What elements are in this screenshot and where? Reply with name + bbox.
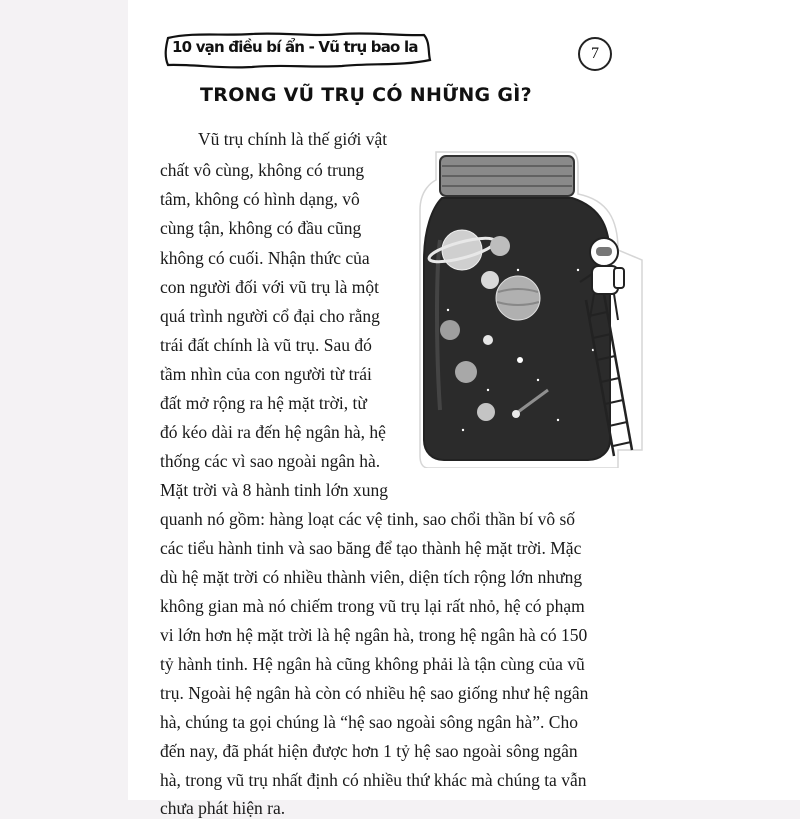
paragraph-line: trái đất chính là vũ trụ. Sau đó — [160, 335, 372, 355]
paragraph-line: tỷ hành tinh. Hệ ngân hà cũng không phải là tận cùng của vũ — [160, 654, 585, 674]
space-jar-illustration — [418, 150, 644, 468]
paragraph-line: hà, chúng ta gọi chúng là “hệ sao ngoài sông ngân hà”. Cho — [160, 712, 578, 732]
paragraph-line: Mặt trời và 8 hành tinh lớn xung — [160, 480, 388, 500]
paragraph-line: hà, trong vũ trụ nhất định có nhiều thứ khác mà chúng ta vẫn — [160, 770, 587, 790]
paragraph-line: quá trình người cổ đại cho rằng — [160, 306, 380, 326]
paragraph-line: chất vô cùng, không có trung — [160, 160, 365, 180]
paragraph-line: trụ. Ngoài hệ ngân hà còn có nhiều hệ sao giống như hệ ngân — [160, 683, 589, 703]
paragraph-line: các tiểu hành tinh và sao băng để tạo thành hệ mặt trời. Mặc — [160, 538, 582, 558]
paragraph-line: không có cuối. Nhận thức của — [160, 248, 370, 268]
page-number: 7 — [578, 37, 612, 71]
paragraph-line: vi lớn hơn hệ mặt trời là hệ ngân hà, trong hệ ngân hà có 150 — [160, 625, 588, 645]
paragraph-line: không gian mà nó chiếm trong vũ trụ lại rất nhỏ, hệ có phạm — [160, 596, 585, 616]
paragraph-line: con người đối với vũ trụ là một — [160, 277, 380, 297]
paragraph-line: đất mở rộng ra hệ mặt trời, từ — [160, 393, 367, 413]
paragraph-line: đến nay, đã phát hiện được hơn 1 tỷ hệ sao ngoài sông ngân — [160, 741, 578, 761]
paragraph-line: cùng tận, không có đầu cũng — [160, 218, 362, 238]
paragraph-line: dù hệ mặt trời có nhiều thành viên, diện tích rộng lớn nhưng — [160, 567, 583, 587]
paragraph-line: Vũ trụ chính là thế giới vật — [198, 129, 388, 149]
paragraph-line: đó kéo dài ra đến hệ ngân hà, hệ — [160, 422, 386, 442]
series-title-banner — [162, 30, 432, 70]
paragraph-line: quanh nó gồm: hàng loạt các vệ tinh, sao chổi thần bí vô số — [160, 509, 576, 529]
paragraph-line: thống các vì sao ngoài ngân hà. — [160, 451, 381, 471]
paragraph-line: tâm, không có hình dạng, vô — [160, 189, 360, 209]
paragraph-line: chưa phát hiện ra. — [160, 798, 286, 818]
space-jar-astronaut-ladder-icon — [418, 150, 644, 468]
section-title: TRONG VŨ TRỤ CÓ NHỮNG GÌ? — [200, 84, 532, 106]
series-title: 10 vạn điều bí ẩn - Vũ trụ bao la — [172, 38, 418, 56]
paragraph-line: tầm nhìn của con người từ trái — [160, 364, 372, 384]
